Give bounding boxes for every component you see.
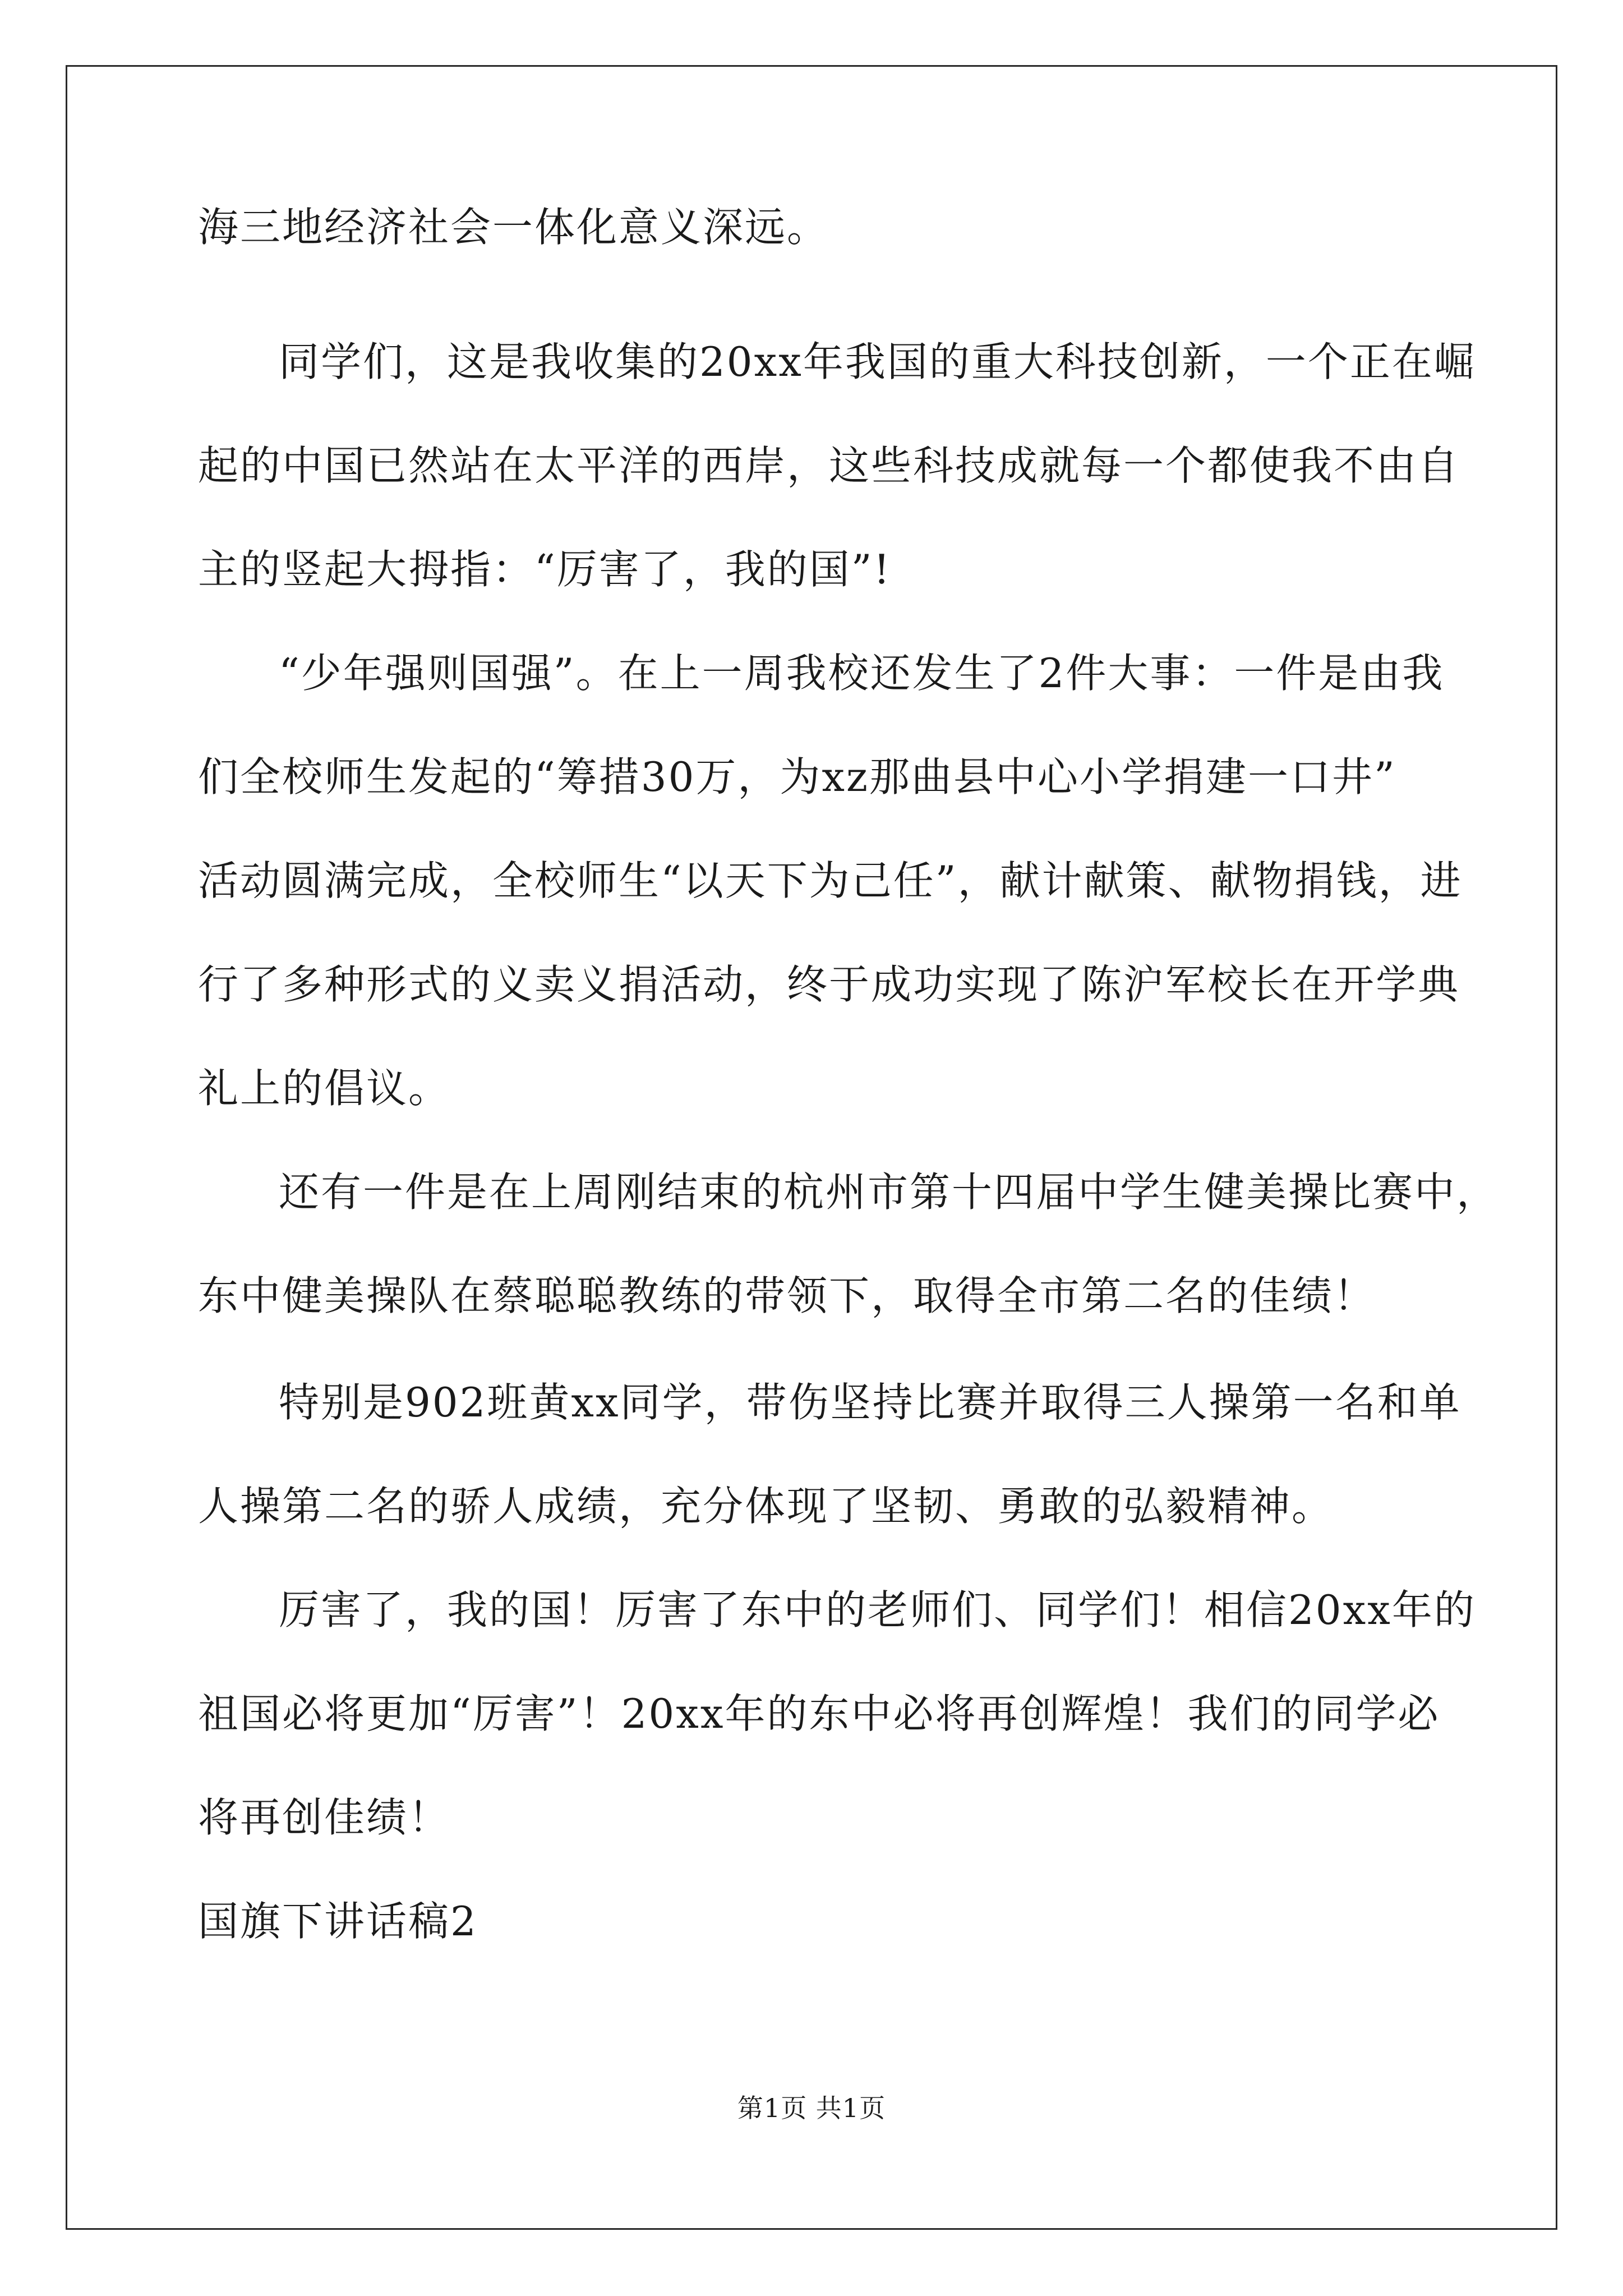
paragraph-first-line: 特别是902班黄xx同学，带伤坚持比赛并取得三人操第一名和单 xyxy=(279,1379,1461,1426)
text-line: 人操第二名的骄人成绩，充分体现了坚韧、勇敢的弘毅精神。 xyxy=(198,1483,1334,1530)
paragraph-first-line: 同学们，这是我收集的20xx年我国的重大科技创新，一个正在崛 xyxy=(279,338,1476,385)
section-heading: 国旗下讲话稿2 xyxy=(198,1898,478,1945)
text-line: 们全校师生发起的“筹措30万，为xz那曲县中心小学捐建一口井” xyxy=(198,753,1396,800)
text-line: 行了多种形式的义卖义捐活动，终于成功实现了陈沪军校长在开学典 xyxy=(198,961,1460,1008)
text-line: 起的中国已然站在太平洋的西岸，这些科技成就每一个都使我不由自 xyxy=(198,442,1460,489)
paragraph-first-line: 还有一件是在上周刚结束的杭州市第十四届中学生健美操比赛中， xyxy=(279,1168,1499,1216)
text-line: 礼上的倡议。 xyxy=(198,1065,451,1112)
text-line: 海三地经济社会一体化意义深远。 xyxy=(198,204,829,251)
paragraph-first-line: 厉害了，我的国！厉害了东中的老师们、同学们！相信20xx年的 xyxy=(279,1586,1476,1634)
text-line: 活动圆满完成，全校师生“以天下为己任”，献计献策、献物捐钱，进 xyxy=(198,857,1463,904)
text-line: 祖国必将更加“厉害”！20xx年的东中必将再创辉煌！我们的同学必 xyxy=(198,1690,1440,1737)
page-number-footer: 第1页 共1页 xyxy=(737,2093,886,2123)
text-line: 东中健美操队在蔡聪聪教练的带领下，取得全市第二名的佳绩！ xyxy=(198,1272,1376,1319)
text-line: 主的竖起大拇指：“厉害了，我的国”! xyxy=(198,546,892,593)
text-line: 将再创佳绩！ xyxy=(198,1794,451,1841)
paragraph-first-line: “少年强则国强”。在上一周我校还发生了2件大事：一件是由我 xyxy=(279,650,1445,697)
